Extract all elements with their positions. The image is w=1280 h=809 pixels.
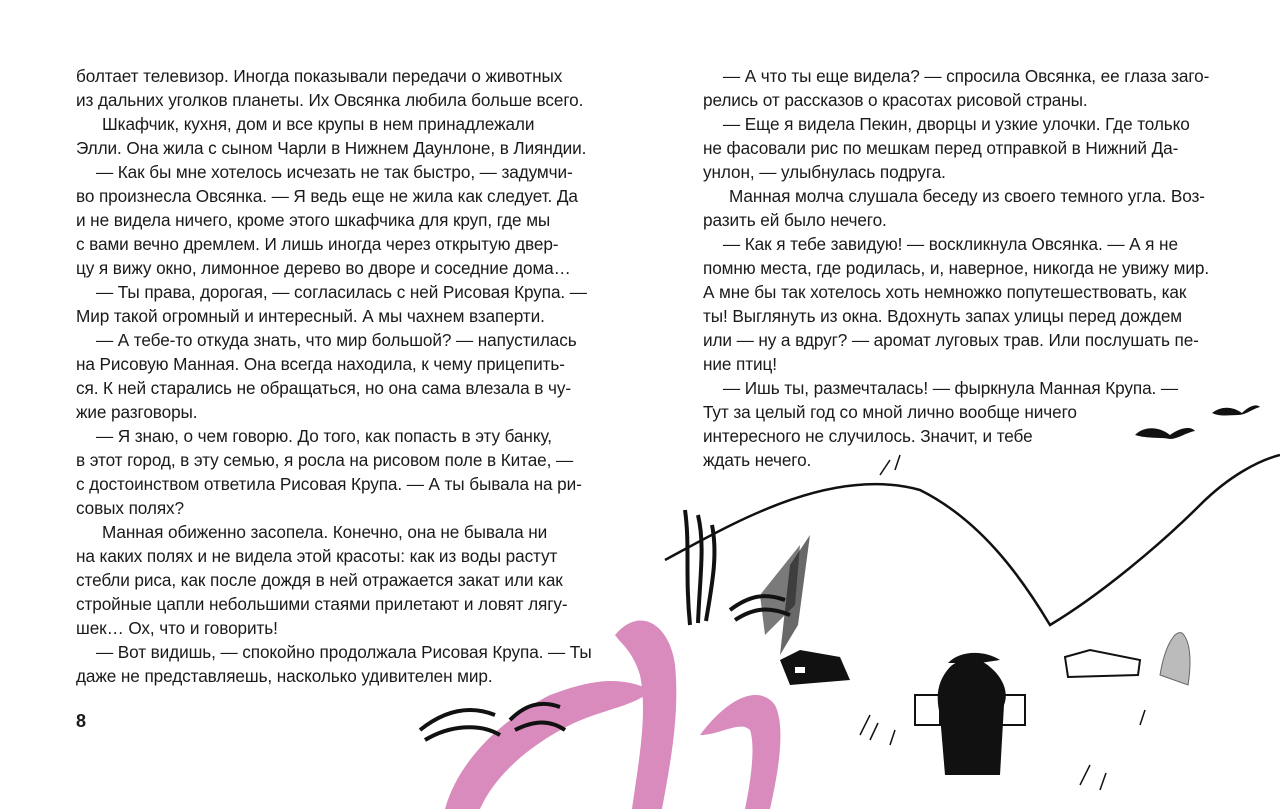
text-line: болтает телевизор. Иногда показывали передачи о животных xyxy=(76,66,563,86)
text-line: с достоинством ответила Рисовая Крупа. — А ты бывала на ри- xyxy=(76,474,582,494)
pink-stem-icon xyxy=(700,695,780,809)
text-line: не фасовали рис по мешкам перед отправкой в Нижний Да- xyxy=(703,138,1179,158)
text-line: Мир такой огромный и интересный. А мы чахнем взаперти. xyxy=(76,306,545,326)
text-line: шек… Ох, что и говорить! xyxy=(76,618,278,638)
text-line: стебли риса, как после дождя в ней отражается закат или как xyxy=(76,570,563,590)
pink-stem-icon xyxy=(615,621,676,809)
text-line: — А что ты еще видела? — спросила Овсянка, ее глаза заго- xyxy=(723,66,1210,86)
tree-icon xyxy=(1160,633,1190,685)
text-line: — Ты права, дорогая, — согласилась с ней Рисовая Крупа. — xyxy=(96,282,587,302)
text-line: даже не представляешь, насколько удивителен мир. xyxy=(76,666,493,686)
page-number: 8 xyxy=(76,711,87,731)
text-line: с вами вечно дремлем. И лишь иногда через открытую двер- xyxy=(76,234,559,254)
text-line: Манная обиженно засопела. Конечно, она не бывала ни xyxy=(102,522,548,542)
text-line: на каких полях и не видела этой красоты: как из воды растут xyxy=(76,546,558,566)
text-line: релись от рассказов о красотах рисовой страны. xyxy=(703,90,1088,110)
text-line: Тут за целый год со мной лично вообще ничего xyxy=(703,402,1077,422)
text-line: — А тебе-то откуда знать, что мир большой? — напустилась xyxy=(96,330,577,350)
text-line: стройные цапли небольшими стаями прилетают и ловят лягу- xyxy=(76,594,568,614)
text-line: — Как я тебе завидую! — воскликнула Овсянка. — А я не xyxy=(723,234,1178,254)
text-line: на Рисовую Манная. Она всегда находила, к чему прицепить- xyxy=(76,354,565,374)
house-icon xyxy=(780,650,850,685)
text-line: — Как бы мне хотелось исчезать не так быстро, — задумчи- xyxy=(96,162,573,182)
house-icon xyxy=(1065,650,1140,677)
text-line: во произнесла Овсянка. — Я ведь еще не жила как следует. Да xyxy=(76,186,578,206)
text-line: ты! Выглянуть из окна. Вдохнуть запах улицы перед дождем xyxy=(703,306,1182,326)
text-line: — Вот видишь, — спокойно продолжала Рисовая Крупа. — Ты xyxy=(96,642,592,662)
text-line: или — ну а вдруг? — аромат луговых трав. Или послушать пе- xyxy=(703,330,1199,350)
text-line: — Я знаю, о чем говорю. До того, как попасть в эту банку, xyxy=(96,426,552,446)
text-line: А мне бы так хотелось хоть немножко попутешествовать, как xyxy=(703,282,1187,302)
text-line: унлон, — улыбнулась подруга. xyxy=(703,162,946,182)
text-line: и не видела ничего, кроме этого шкафчика для круп, где мы xyxy=(76,210,551,230)
grass-scribble-icon xyxy=(860,455,1145,790)
text-line: разить ей было нечего. xyxy=(703,210,887,230)
text-line: Манная молча слушала беседу из своего темного угла. Воз- xyxy=(729,186,1205,206)
text-line: совых полях? xyxy=(76,498,184,518)
text-line: жие разговоры. xyxy=(76,402,198,422)
bird-icon xyxy=(1212,405,1260,415)
text-line: — Ишь ты, размечталась! — фыркнула Манная Крупа. — xyxy=(723,378,1178,398)
text-line: Элли. Она жила с сыном Чарли в Нижнем Даунлоне, в Лияндии. xyxy=(76,138,587,158)
text-line: в этот город, в эту семью, я росла на рисовом поле в Китае, — xyxy=(76,450,574,470)
text-line: помню места, где родилась, и, наверное, никогда не увижу мир. xyxy=(703,258,1210,278)
hill-outline-icon xyxy=(665,455,1280,625)
text-line: цу я вижу окно, лимонное дерево во дворе и соседние дома… xyxy=(76,258,571,278)
text-line: — Еще я видела Пекин, дворцы и узкие улочки. Где только xyxy=(723,114,1190,134)
text-line: Шкафчик, кухня, дом и все крупы в нем принадлежали xyxy=(102,114,535,134)
text-line: из дальних уголков планеты. Их Овсянка любила больше всего. xyxy=(76,90,584,110)
text-line: интересного не случилось. Значит, и тебе xyxy=(703,426,1033,446)
farmer-figure-icon xyxy=(938,660,1006,776)
text-line: ние птиц! xyxy=(703,354,777,374)
text-line: ждать нечего. xyxy=(703,450,812,470)
text-line: ся. К ней старались не обращаться, но она сама влезала в чу- xyxy=(76,378,571,398)
bird-icon xyxy=(1135,428,1195,439)
landscape-illustration xyxy=(400,395,1280,809)
pink-stem-icon xyxy=(445,681,650,809)
